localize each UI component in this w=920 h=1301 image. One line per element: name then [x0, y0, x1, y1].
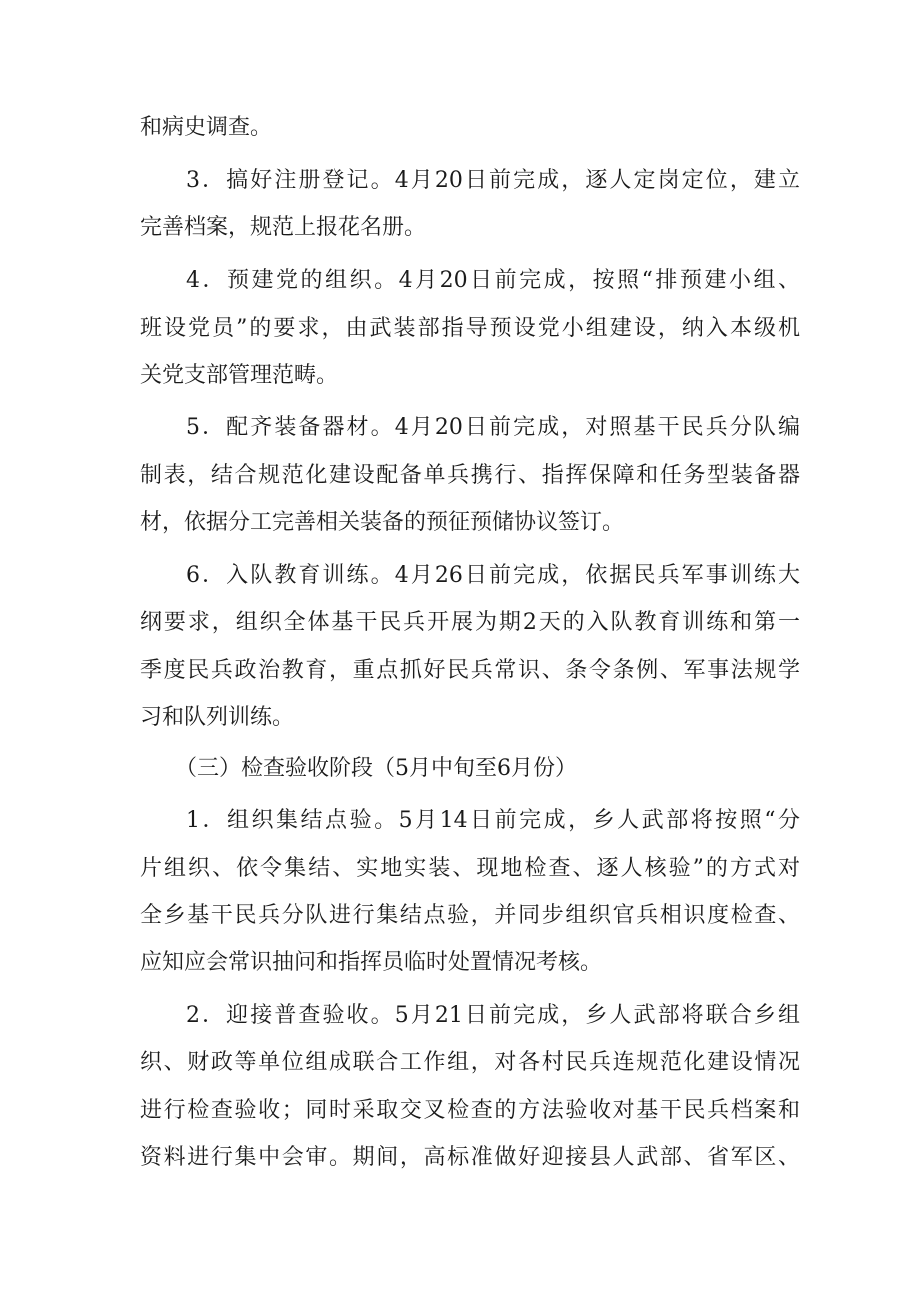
section-heading: （三）检查验收阶段（5月中旬至6月份）	[175, 756, 577, 781]
paragraph-line: 资料进行集中会审。期间，高标准做好迎接县人武部、省军区、	[140, 1145, 800, 1170]
paragraph-line: 季度民兵政治教育，重点抓好民兵常识、条令条例、军事法规学	[140, 658, 800, 683]
paragraph-line: 完善档案，规范上报花名册。	[140, 215, 427, 240]
paragraph-line: 班设党员”的要求，由武装部指导预设党小组建设，纳入本级机	[140, 316, 800, 341]
paragraph-line: 全乡基干民兵分队进行集结点验，并同步组织官兵相识度检查、	[140, 903, 800, 928]
paragraph-line: 2．迎接普查验收。5月21日前完成，乡人武部将联合乡组	[186, 1003, 800, 1028]
paragraph-line: 片组织、依令集结、实地实装、现地检查、逐人核验”的方式对	[140, 856, 800, 881]
paragraph-line: 习和队列训练。	[140, 705, 295, 730]
paragraph-line: 和病史调查。	[140, 115, 273, 140]
paragraph-line: 应知应会常识抽问和指挥员临时处置情况考核。	[140, 950, 603, 975]
paragraph-line: 6．入队教育训练。4月26日前完成，依据民兵军事训练大	[186, 563, 800, 588]
paragraph-line: 1．组织集结点验。5月14日前完成，乡人武部将按照“分	[186, 808, 800, 833]
paragraph-line: 织、财政等单位组成联合工作组，对各村民兵连规范化建设情况	[140, 1050, 800, 1075]
paragraph-line: 纲要求，组织全体基干民兵开展为期2天的入队教育训练和第一	[140, 610, 800, 635]
paragraph-line: 制表，结合规范化建设配备单兵携行、指挥保障和任务型装备器	[140, 463, 800, 488]
paragraph-line: 进行检查验收；同时采取交叉检查的方法验收对基干民兵档案和	[140, 1098, 800, 1123]
paragraph-line: 4．预建党的组织。4月20日前完成，按照“排预建小组、	[186, 268, 800, 293]
paragraph-line: 材，依据分工完善相关装备的预征预储协议签订。	[140, 510, 625, 535]
paragraph-line: 关党支部管理范畴。	[140, 363, 339, 388]
paragraph-line: 3．搞好注册登记。4月20日前完成，逐人定岗定位，建立	[186, 168, 800, 193]
paragraph-line: 5．配齐装备器材。4月20日前完成，对照基干民兵分队编	[186, 415, 800, 440]
